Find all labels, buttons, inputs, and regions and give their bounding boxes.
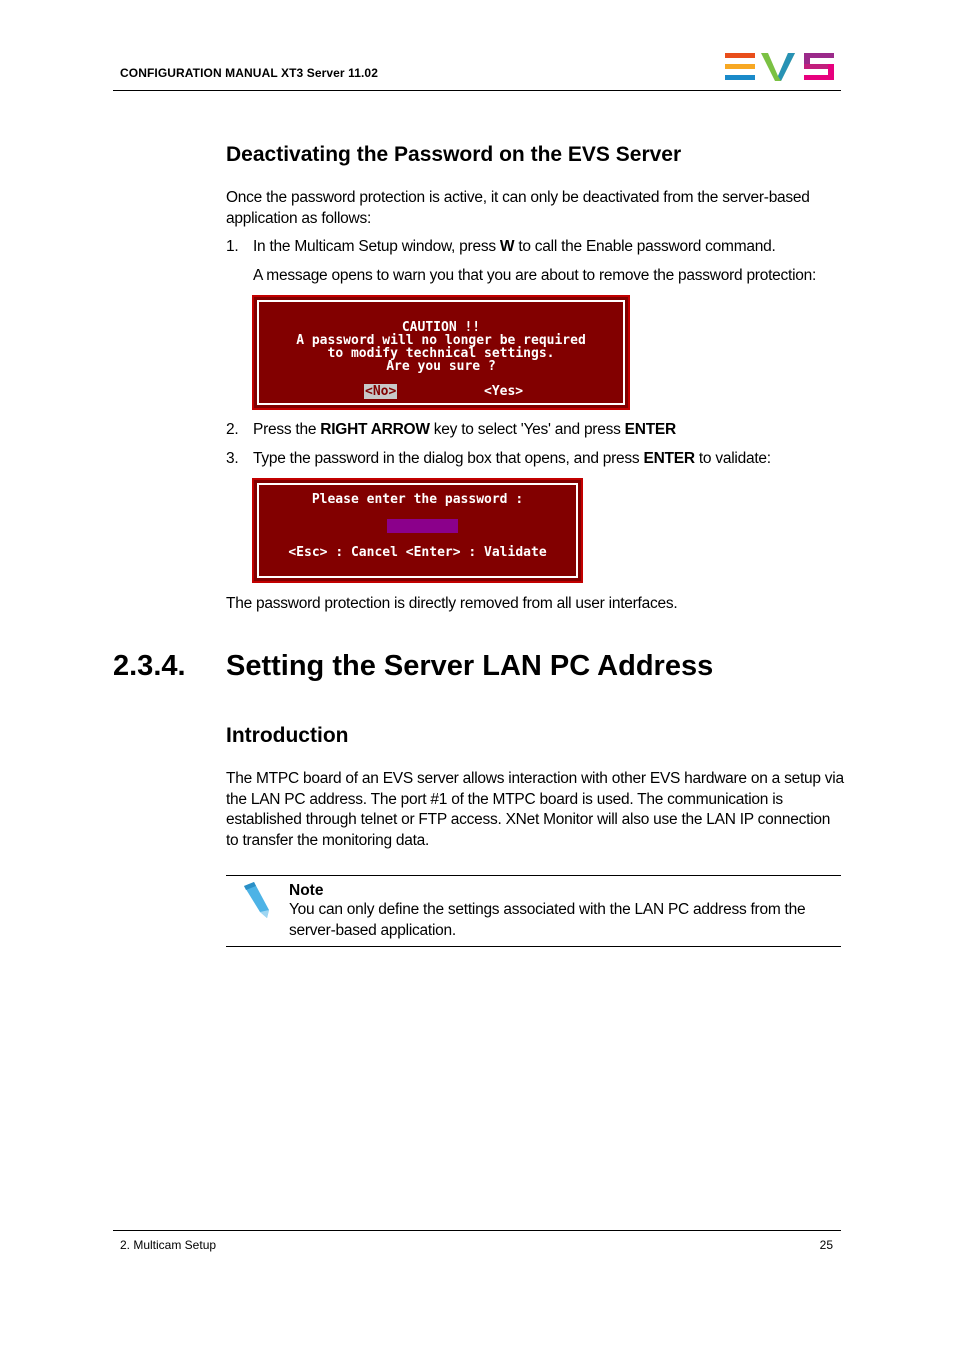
step-1: 1. In the Multicam Setup window, press W to call the Enable password command. bbox=[226, 238, 776, 255]
note-text: You can only define the settings associated with the LAN PC address from the server-based application. bbox=[289, 901, 806, 939]
evs-logo bbox=[724, 52, 836, 82]
step-number: 2. bbox=[226, 421, 239, 438]
subheading-introduction: Introduction bbox=[226, 724, 349, 747]
header-title: CONFIGURATION MANUAL XT3 Server 11.02 bbox=[120, 66, 378, 80]
section-number: 2.3.4. bbox=[113, 650, 186, 682]
footer-chapter: 2. Multicam Setup bbox=[120, 1238, 217, 1252]
step-1-note: A message opens to warn you that you are about to remove the password protection: bbox=[253, 267, 817, 284]
no-option[interactable]: <No> bbox=[365, 384, 397, 399]
key-enter: ENTER bbox=[624, 421, 676, 438]
introduction-paragraph: The MTPC board of an EVS server allows interaction with other EVS hardware on a setup via the LAN PC address. The port #1 of the MTPC board is used. The communication is established through telnet or FTP access. XNet Monitor will also use the LAN IP connection to transfer the monitoring data. bbox=[226, 770, 844, 849]
caution-title: CAUTION !! bbox=[401, 320, 481, 335]
intro-paragraph: Once the password protection is active, it can only be deactivated from the server-based application as follows: bbox=[226, 189, 810, 227]
page-number: 25 bbox=[819, 1238, 833, 1252]
caution-line-2: A password will no longer be required bbox=[296, 333, 586, 348]
password-dialog bbox=[252, 478, 583, 583]
caution-line-4: Are you sure ? bbox=[386, 359, 496, 374]
section-heading-deactivate: Deactivating the Password on the EVS Server bbox=[226, 143, 682, 166]
note-top-rule bbox=[226, 875, 841, 876]
section-heading-lan-pc: Setting the Server LAN PC Address bbox=[226, 650, 714, 682]
note-bottom-rule bbox=[226, 946, 841, 947]
note-title: Note bbox=[289, 882, 324, 899]
header-rule bbox=[113, 90, 841, 91]
conclusion-paragraph: The password protection is directly removed from all user interfaces. bbox=[226, 595, 678, 612]
step-2: 2. Press the RIGHT ARROW key to select 'Yes' and press ENTER bbox=[226, 421, 676, 438]
key-right-arrow: RIGHT ARROW bbox=[320, 421, 430, 438]
key-w: W bbox=[499, 238, 515, 255]
yes-option[interactable]: <Yes> bbox=[484, 384, 524, 399]
footer-rule bbox=[113, 1230, 841, 1231]
pencil-icon bbox=[240, 880, 274, 920]
password-actions: <Esc> : Cancel <Enter> : Validate bbox=[288, 545, 547, 560]
step-number: 1. bbox=[226, 238, 239, 255]
caution-dialog bbox=[252, 295, 630, 410]
step-3: 3. Type the password in the dialog box that opens, and press ENTER to validate: bbox=[226, 450, 771, 467]
password-prompt: Please enter the password : bbox=[311, 492, 524, 507]
password-input[interactable] bbox=[387, 519, 458, 533]
key-enter: ENTER bbox=[643, 450, 695, 467]
caution-line-3: to modify technical settings. bbox=[327, 346, 555, 361]
step-number: 3. bbox=[226, 450, 239, 467]
